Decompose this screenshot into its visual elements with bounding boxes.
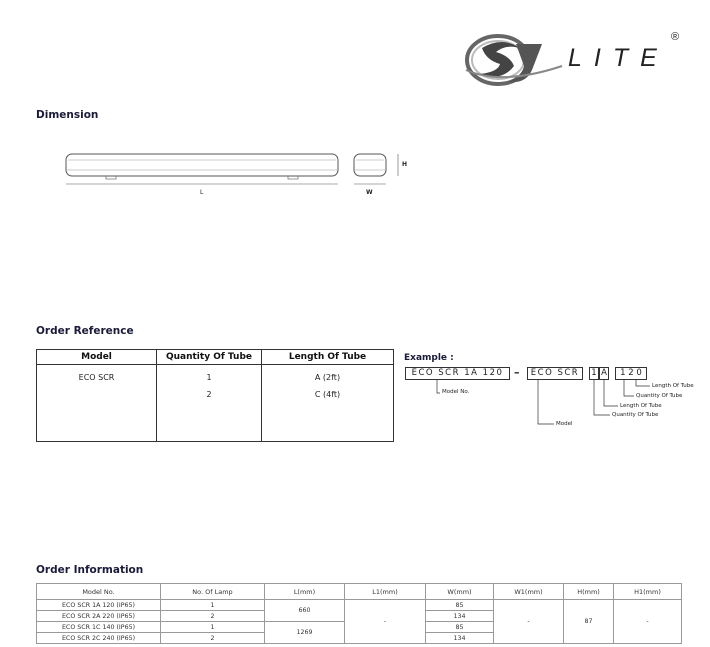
- registered-mark: ®: [671, 31, 680, 43]
- label-quantity-of-tube-2: Quantity Of Tube: [636, 393, 683, 399]
- l-group-c: 1269: [265, 622, 345, 644]
- h1-value: -: [614, 600, 682, 644]
- label-model: Model: [556, 421, 573, 427]
- dimension-heading: Dimension: [36, 109, 99, 121]
- reference-lengths: A (2ft) C (4ft): [262, 365, 394, 442]
- info-header-h: H(mm): [564, 584, 614, 600]
- example-model-box: ECO SCR: [527, 367, 583, 380]
- reference-quantities: 1 2: [157, 365, 262, 442]
- header-quantity: Quantity Of Tube: [157, 350, 262, 365]
- table-row: ECO SCR 2A 220 (IP65) 2 134: [37, 611, 682, 622]
- header-length: Length Of Tube: [262, 350, 394, 365]
- label-model-no: Model No.: [442, 389, 470, 395]
- info-header-no-of-lamp: No. Of Lamp: [161, 584, 265, 600]
- order-information-heading: Order Information: [36, 564, 144, 576]
- l1-value: -: [345, 600, 426, 644]
- example-len-box: A: [599, 367, 609, 380]
- info-header-w1: W1(mm): [494, 584, 564, 600]
- table-row: ECO SCR 1C 140 (IP65) 1 1269 85: [37, 622, 682, 633]
- example-dash: –: [514, 366, 520, 379]
- info-header-h1: H1(mm): [614, 584, 682, 600]
- example-full-code: ECO SCR 1A 120: [405, 367, 510, 380]
- example-heading: Example :: [404, 353, 454, 363]
- h-value: 87: [564, 600, 614, 644]
- info-header-l: L(mm): [265, 584, 345, 600]
- label-quantity-of-tube-1: Quantity Of Tube: [612, 412, 659, 418]
- info-header-l1: L1(mm): [345, 584, 426, 600]
- reference-model: ECO SCR: [37, 365, 157, 442]
- label-length-of-tube-2: Length Of Tube: [652, 383, 694, 389]
- logo-wordmark: LITE: [568, 44, 669, 72]
- header-model: Model: [37, 350, 157, 365]
- w1-value: -: [494, 600, 564, 644]
- order-reference-table: [36, 349, 394, 442]
- length-label: L: [200, 189, 204, 196]
- l-group-a: 660: [265, 600, 345, 622]
- order-reference-heading: Order Reference: [36, 325, 134, 337]
- table-row: ECO SCR 2C 240 (IP65) 2 134: [37, 633, 682, 644]
- example-size-box: 1 2 0: [615, 367, 647, 380]
- info-header-model-no: Model No.: [37, 584, 161, 600]
- width-label: W: [366, 189, 373, 196]
- height-label: H: [402, 161, 408, 168]
- table-row: ECO SCR 1A 120 (IP65) 1 660 - 85 - 87 -: [37, 600, 682, 611]
- info-header-w: W(mm): [426, 584, 494, 600]
- example-qty-box: 1: [589, 367, 599, 380]
- order-information-table: [36, 583, 682, 644]
- label-length-of-tube-1: Length Of Tube: [620, 403, 662, 409]
